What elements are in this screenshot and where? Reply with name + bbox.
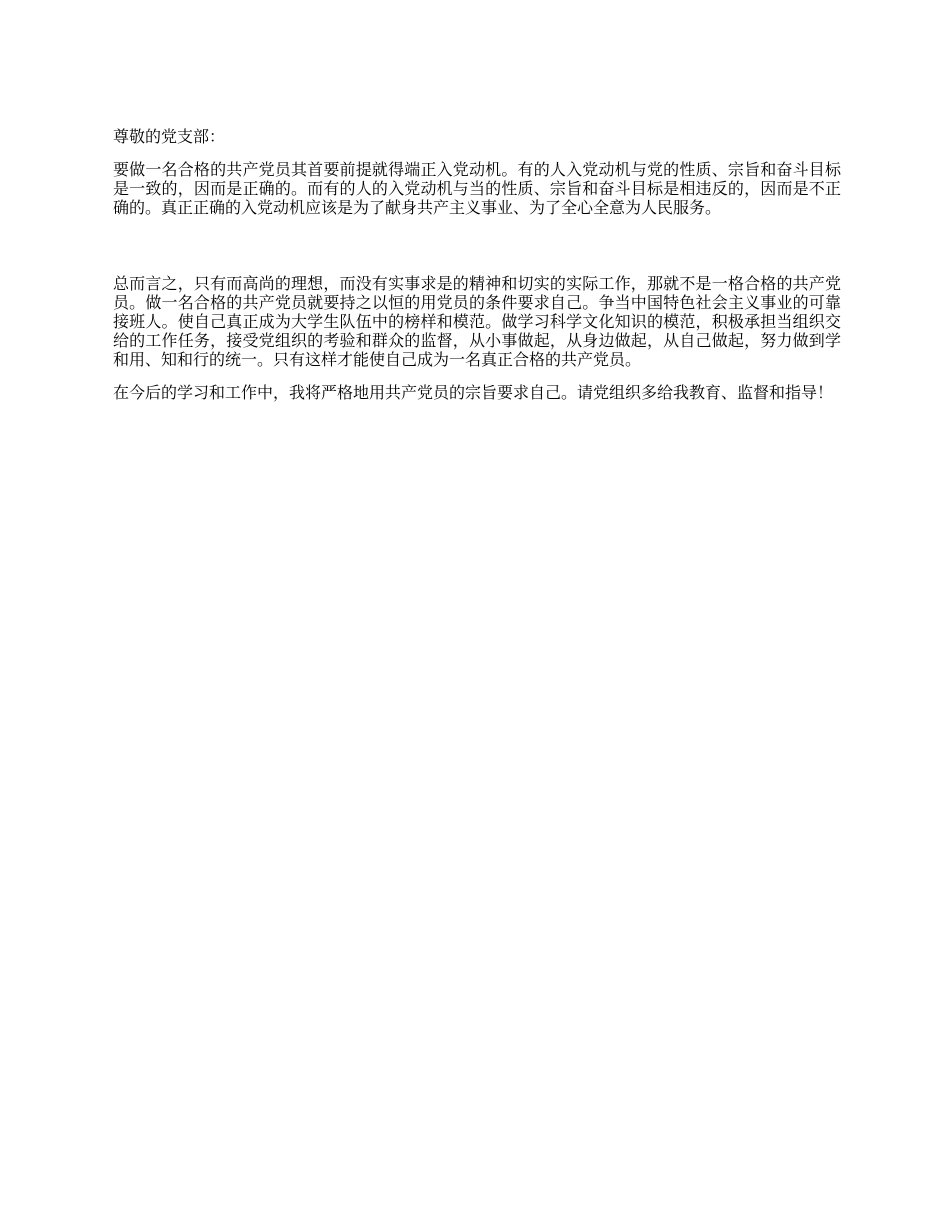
document-body [113,127,841,416]
paragraph-gap [113,231,841,274]
paragraph-closing: 在今后的学习和工作中，我将严格地用共产党员的宗旨要求自己。请党组织多给我教育、监督和指导！ [113,383,834,402]
salutation: 尊敬的党支部： [113,127,226,146]
paragraph-motivation: 要做一名合格的共产党员其首要前提就得端正入党动机。有的人入党动机与党的性质、宗旨和奋斗目标是一致的，因而是正确的。而有的人的入党动机与当的性质、宗旨和奋斗目标是相违反的，因而是不正确的。真正正确的入党动机应该是为了献身共产主义事业、为了全心全意为人民服务。 [113,160,841,217]
paragraph-summary: 总而言之，只有而高尚的理想，而没有实事求是的精神和切实的实际工作，那就不是一格合格的共产党员。做一名合格的共产党员就要持之以恒的用党员的条件要求自己。争当中国特色社会主义事业的可靠接班人。使自己真正成为大学生队伍中的榜样和模范。做学习科学文化知识的模范，积极承担当组织交给的工作任务，接受党组织的考验和群众的监督，从小事做起，从身边做起，从自己做起，努力做到学和用、知和行的统一。只有这样才能使自己成为一名真正合格的共产党员。 [113,274,841,369]
